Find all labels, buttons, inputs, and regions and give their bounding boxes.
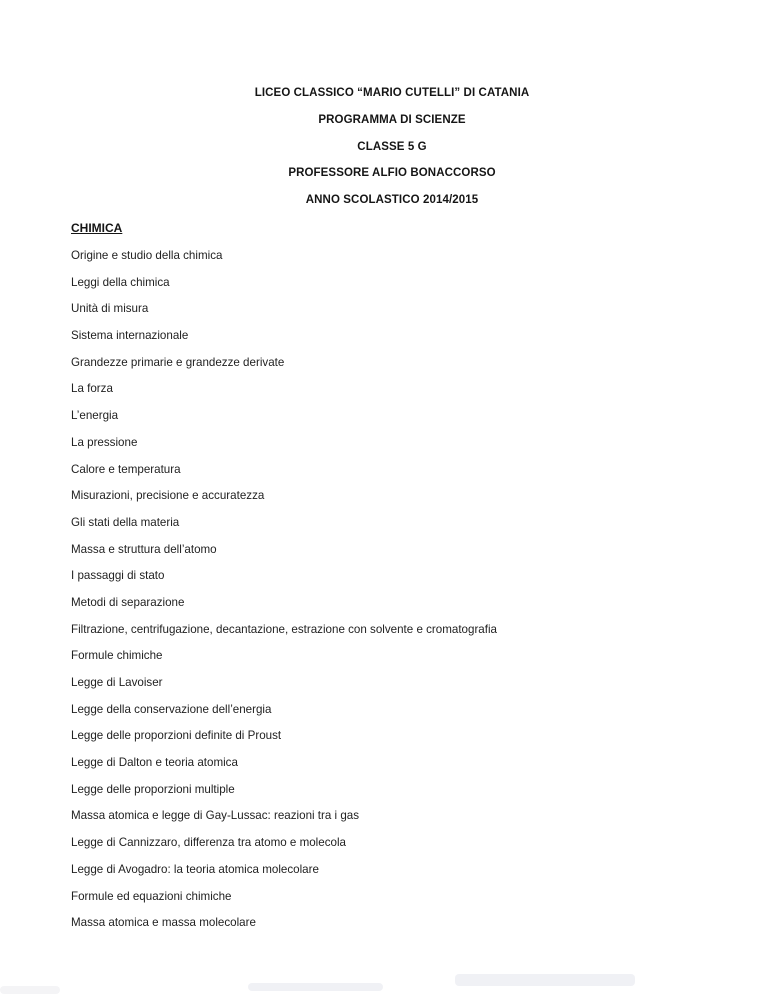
- topic-item: Legge della conservazione dell’energia: [71, 702, 272, 716]
- topic-item: Gli stati della materia: [71, 515, 180, 529]
- topic-item: Legge di Avogadro: la teoria atomica molecolare: [71, 862, 319, 876]
- topic-list: [71, 248, 497, 942]
- topic-item: Legge delle proporzioni multiple: [71, 782, 235, 796]
- school-name: LICEO CLASSICO “MARIO CUTELLI” DI CATANIA: [254, 87, 530, 99]
- topic-item: La forza: [71, 382, 113, 396]
- topic-item: Massa e struttura dell’atomo: [71, 542, 217, 556]
- topic-item: Massa atomica e legge di Gay-Lussac: reazioni tra i gas: [71, 809, 360, 823]
- topic-item: Legge di Dalton e teoria atomica: [71, 756, 238, 770]
- topic-item: Origine e studio della chimica: [71, 249, 223, 262]
- scan-artifact: [248, 983, 383, 991]
- topic-item: Legge di Lavoiser: [71, 676, 163, 689]
- scan-artifact: [0, 986, 60, 994]
- topic-item: Massa atomica e massa molecolare: [71, 916, 256, 930]
- topic-item: La pressione: [71, 435, 138, 449]
- topic-item: Formule chimiche: [71, 649, 163, 663]
- topic-item: L’energia: [71, 409, 119, 423]
- topic-item: Leggi della chimica: [71, 275, 170, 289]
- topic-item: I passaggi di stato: [71, 569, 165, 583]
- professor-name: PROFESSORE ALFIO BONACCORSO: [288, 167, 496, 179]
- topic-item: Unità di misura: [71, 302, 149, 316]
- topic-item: Grandezze primarie e grandezze derivate: [71, 355, 285, 369]
- scan-artifact: [455, 974, 635, 986]
- topic-item: Misurazioni, precisione e accuratezza: [71, 489, 265, 503]
- topic-item: Calore e temperatura: [71, 462, 181, 476]
- program-title: PROGRAMMA DI SCIENZE: [318, 114, 466, 126]
- topic-item: Metodi di separazione: [71, 595, 185, 609]
- topic-item: Legge delle proporzioni definite di Proust: [71, 729, 282, 743]
- topic-item: Legge di Cannizzaro, differenza tra atomo e molecola: [71, 836, 346, 850]
- school-year: ANNO SCOLASTICO 2014/2015: [305, 194, 479, 206]
- topic-item: Sistema internazionale: [71, 329, 189, 343]
- topic-item: Formule ed equazioni chimiche: [71, 889, 232, 903]
- section-heading-chimica: CHIMICA: [71, 221, 123, 235]
- class-label: CLASSE 5 G: [357, 141, 427, 153]
- topic-item: Filtrazione, centrifugazione, decantazione, estrazione con solvente e cromatografia: [71, 622, 497, 636]
